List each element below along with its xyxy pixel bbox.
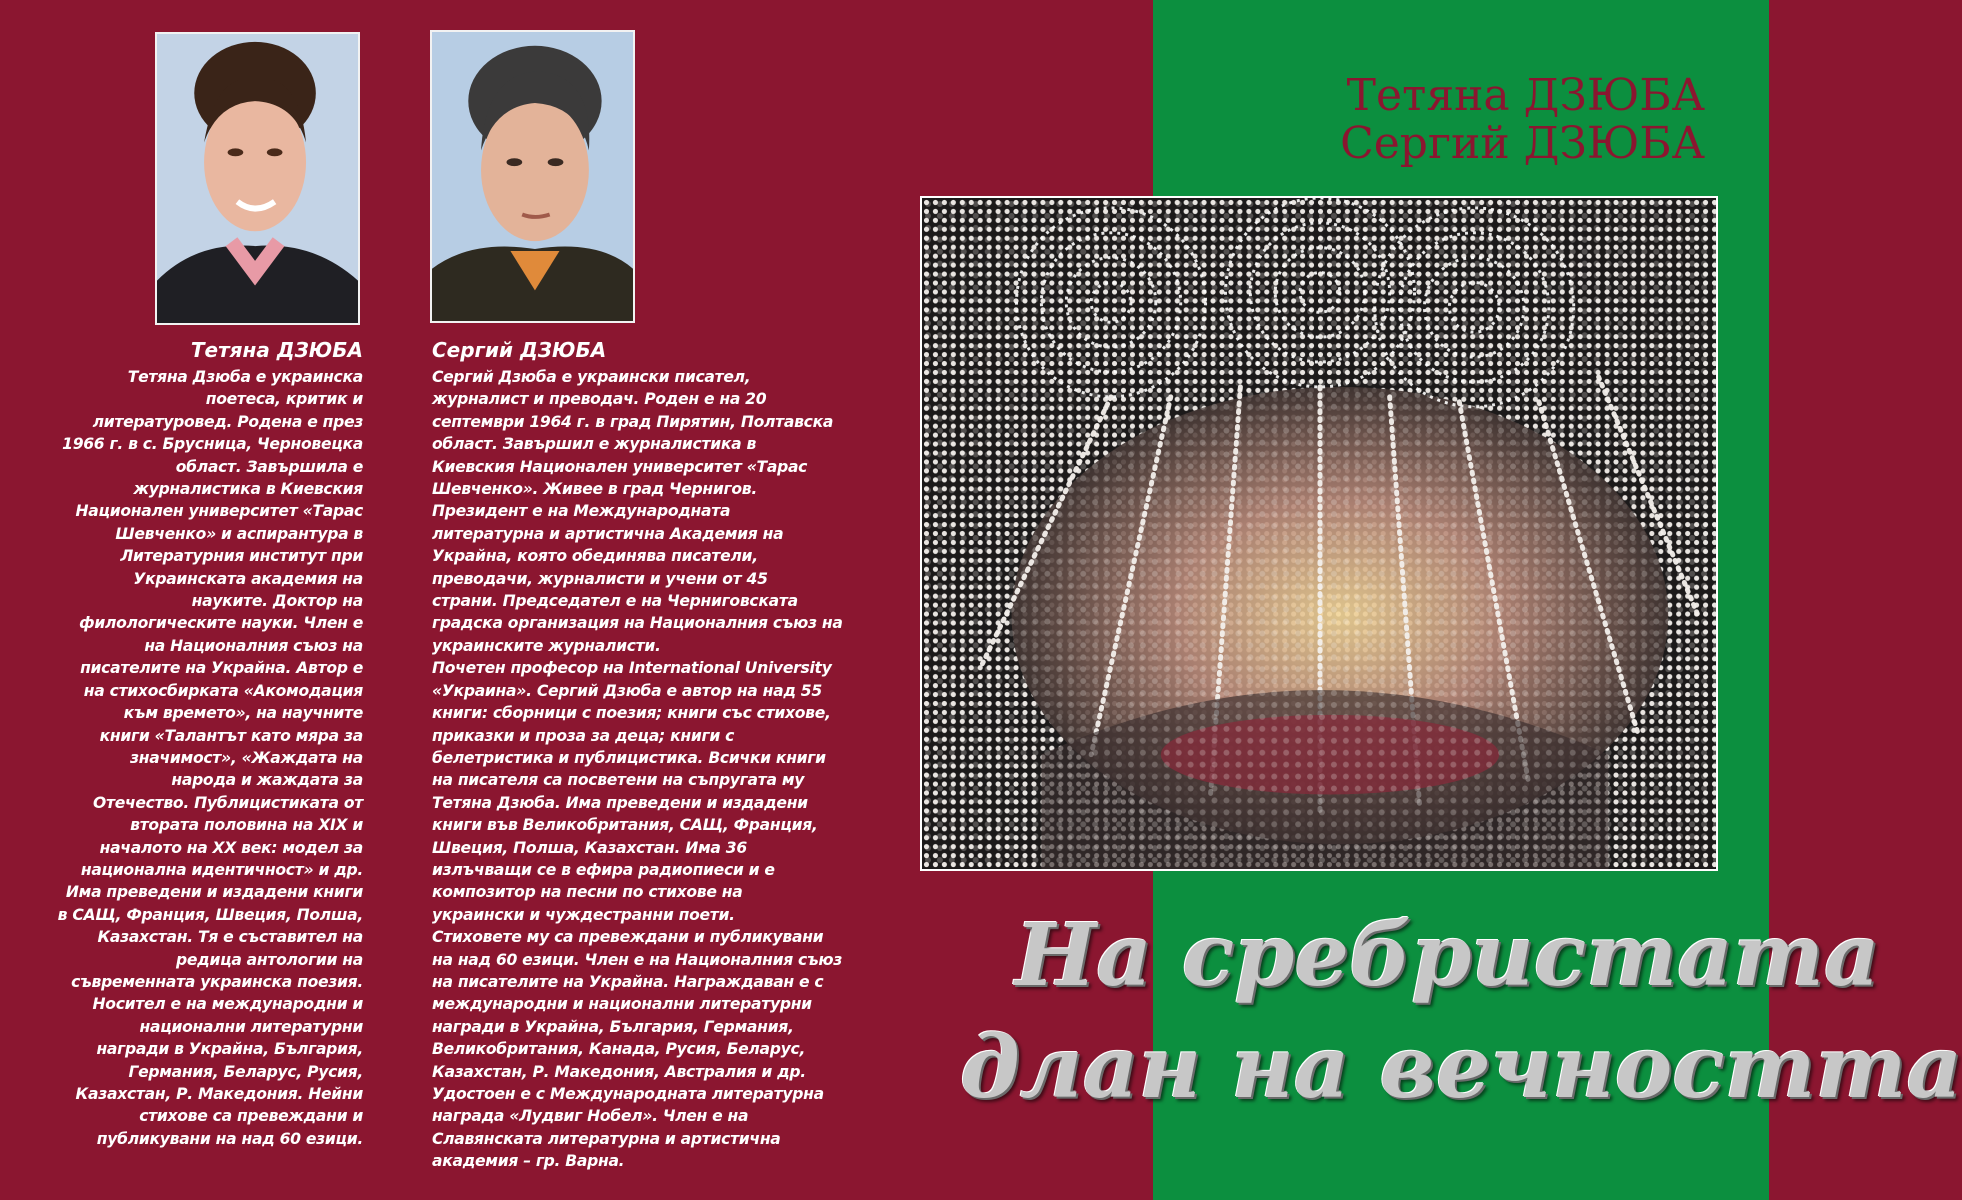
bio-line: литературовед. Родена е през — [92, 412, 363, 431]
bio-line: на писателя са посветени на съпругата му — [432, 771, 805, 790]
bio-line: Киевския Национален университет «Тарас — [432, 457, 808, 476]
bio-line: на над 60 езици. Член е на Националния съюз — [432, 950, 843, 969]
bio-line: народа и жаждата за — [171, 771, 363, 790]
bio-line: Германия, Беларус, Русия, — [128, 1062, 363, 1081]
bio-line: композитор на песни по стихове на — [432, 883, 743, 902]
bio-line: Казахстан, Р. Македония, Австралия и др. — [432, 1062, 806, 1081]
author-name-tetyana: Тетяна ДЗЮБА — [190, 338, 363, 362]
bio-line: Почетен професор на International University — [432, 659, 832, 678]
author-photo-serhiy — [430, 30, 635, 323]
bio-line: септември 1964 г. в град Пирятин, Полтавска — [432, 412, 834, 431]
bio-line: Има преведени и издадени книги — [65, 883, 363, 902]
book-title-line-1: На сребристата — [1015, 905, 1880, 1006]
bio-line: Украйна, която обединява писатели, — [432, 547, 758, 566]
bio-line: страни. Председател е на Черниговската — [432, 592, 798, 611]
bio-line: Президент е на Международната — [432, 502, 731, 521]
bio-line: награди в Украйна, България, Германия, — [432, 1017, 794, 1036]
bio-line: Шевченко» и аспирантура в — [115, 524, 363, 543]
bio-line: «Украина». Сергий Дзюба е автор на над 55 — [432, 681, 822, 700]
author-bio-tetyana — [58, 366, 363, 1150]
bio-line: литературна и артистична Академия на — [432, 524, 784, 543]
bio-line: филологическите науки. Член е — [79, 614, 363, 633]
bio-line: книги: сборници с поезия; книги със стихове, — [432, 704, 831, 723]
bio-line: към времето», на научните — [123, 704, 363, 723]
bio-line: приказки и проза за деца; книги с — [432, 726, 735, 745]
bio-line: Казахстан, Р. Македония. Нейни — [75, 1085, 363, 1103]
bio-line: градска организация на Националния съюз на — [432, 614, 843, 633]
bio-line: награди в Украйна, България, — [96, 1040, 363, 1059]
bio-line: Национален университет «Тарас — [75, 502, 363, 521]
bio-line: книги «Талантът като мяра за — [99, 726, 363, 745]
bio-line: съвременната украинска поезия. — [71, 972, 363, 991]
bio-line: Швеция, Полша, Казахстан. Има 36 — [432, 838, 747, 857]
author-photo-tetyana — [155, 32, 360, 325]
bio-line: журналист и преводач. Роден е на 20 — [432, 390, 767, 409]
bio-line: Тетяна Дзюба е украинска — [127, 368, 363, 386]
bio-line: област. Завършила е — [175, 457, 363, 476]
cover-authors — [1340, 72, 1705, 168]
bio-line: Стиховете му са превеждани и публикувани — [432, 928, 824, 947]
bio-line: втората половина на XIX и — [130, 816, 363, 835]
bio-line: на писателите на Украйна. Награждаван е с — [432, 972, 824, 991]
bio-line: 1966 г. в с. Брусница, Черновецка — [62, 435, 363, 454]
bio-line: в САЩ, Франция, Швеция, Полша, — [57, 905, 363, 924]
bio-line: Славянската литературна и артистична — [432, 1129, 781, 1148]
bio-line: на Националния съюз на — [144, 636, 363, 655]
book-title-line-2: длан на вечността — [960, 1017, 1962, 1118]
bio-line: украинските журналисти. — [432, 636, 661, 655]
bio-line: преводачи, журналисти и учени от 45 — [432, 569, 768, 588]
bio-line: значимост», «Жаждата на — [130, 748, 363, 767]
bio-line: Украинската академия на — [133, 569, 363, 588]
cover-author-serhiy: Сергий ДЗЮБА — [1340, 118, 1705, 169]
bio-line: книги във Великобритания, САЩ, Франция, — [432, 816, 818, 835]
bio-line: Отечество. Публицистиката от — [93, 793, 363, 812]
bio-line: Великобритания, Канада, Русия, Беларус, — [432, 1040, 806, 1059]
bio-line: академия – гр. Варна. — [432, 1152, 625, 1171]
bio-line: публикувани на над 60 езици. — [96, 1129, 363, 1148]
bio-line: белетристика и публицистика. Всички книги — [432, 748, 826, 767]
book-title — [930, 900, 1962, 1124]
bio-line: журналистика в Киевския — [133, 480, 363, 499]
bio-line: Носител е на международни и — [92, 995, 363, 1014]
bio-line: стихове са превеждани и — [139, 1107, 363, 1126]
bio-line: Казахстан. Тя е съставител на — [97, 928, 363, 947]
bio-line: Шевченко». Живее в град Чернигов. — [432, 480, 757, 499]
bio-line: Литературния институт при — [120, 547, 363, 566]
author-name-serhiy: Сергий ДЗЮБА — [432, 338, 607, 362]
bio-line: излъчващи се в ефира радиопиеси и е — [432, 860, 775, 879]
bio-line: началото на XX век: модел за — [99, 838, 363, 857]
bio-line: национална идентичност» и др. — [80, 860, 363, 879]
bio-line: поетеса, критик и — [205, 390, 363, 409]
bio-line: национални литературни — [139, 1017, 363, 1036]
bio-line: редица антологии на — [176, 950, 363, 969]
bio-line: награда «Лудвиг Нобел». Член е на — [432, 1107, 749, 1126]
bio-line: област. Завършил е журналистика в — [432, 435, 757, 454]
bio-line: на стихосбирката «Акомодация — [83, 681, 363, 700]
cover-artwork — [920, 196, 1718, 871]
author-bio-serhiy — [432, 366, 843, 1173]
bio-line: Сергий Дзюба е украински писател, — [432, 368, 751, 386]
bio-line: науките. Доктор на — [191, 592, 363, 611]
bio-line: украински и чуждестранни поети. — [432, 905, 735, 924]
bio-line: Тетяна Дзюба. Има преведени и издадени — [432, 793, 808, 812]
bio-line: Удостоен е с Международната литературна — [432, 1085, 824, 1103]
bio-line: писателите на Украйна. Автор е — [80, 659, 363, 678]
cover-author-tetyana: Тетяна ДЗЮБА — [1346, 70, 1705, 121]
bio-line: международни и национални литературни — [432, 995, 812, 1014]
